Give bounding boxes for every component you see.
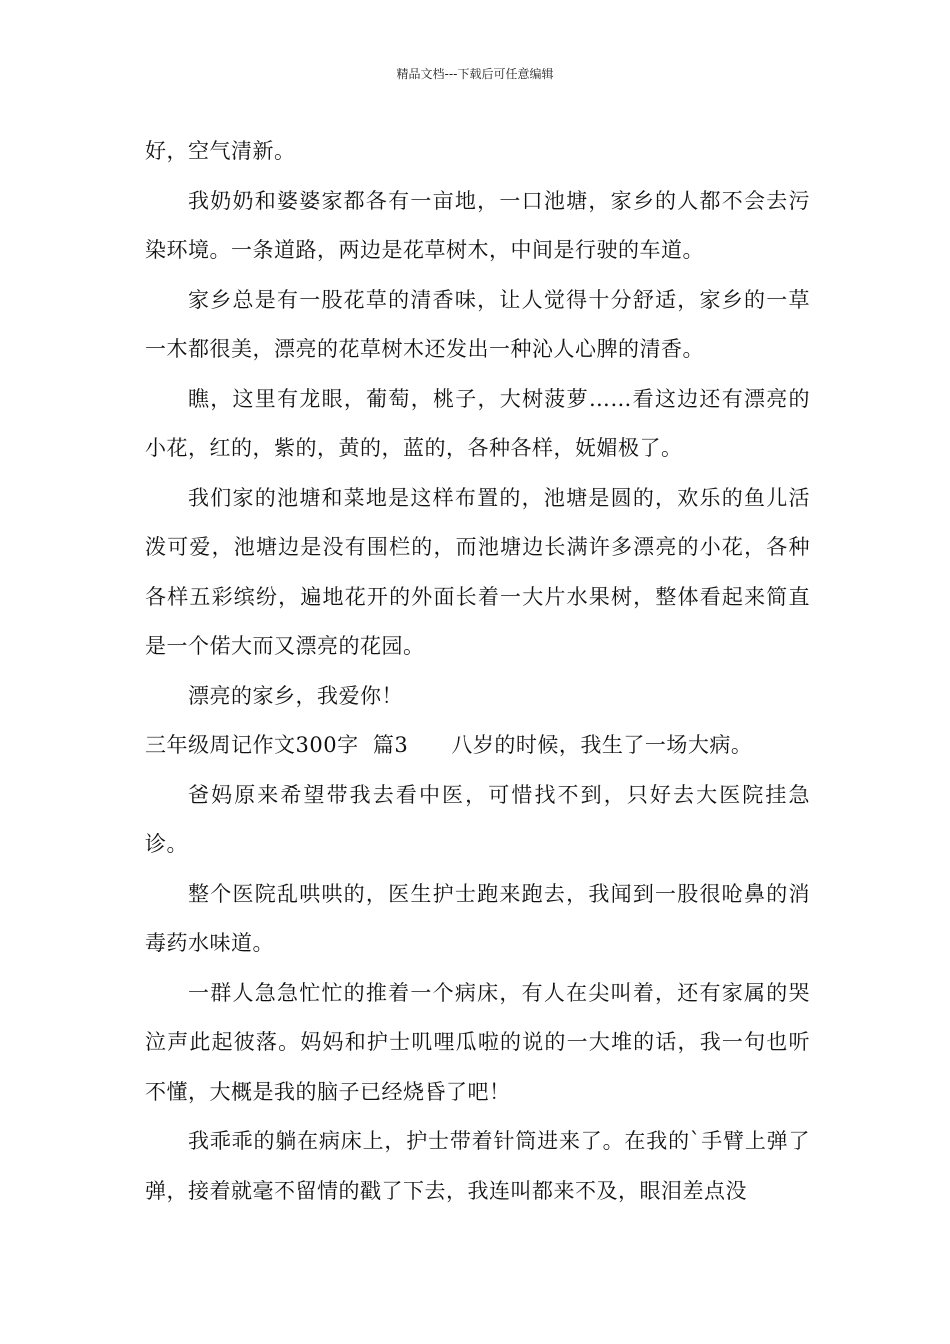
paragraph-5: 我们家的池塘和菜地是这样布置的，池塘是圆的，欢乐的鱼儿活泼可爱，池塘边是没有围栏的，而池塘边长满许多漂亮的小花，各种各样五彩缤纷，遍地花开的外面长着一大片水果树，整体看起来简直是一个偌大而又漂亮的花园。 <box>145 485 810 658</box>
paragraph-4: 瞧，这里有龙眼，葡萄，桃子，大树菠萝……看这边还有漂亮的小花，红的，紫的，黄的，蓝的，各种各样，妩媚极了。 <box>145 386 810 460</box>
paragraph-8: 爸妈原来希望带我去看中医，可惜找不到，只好去大医院挂急诊。 <box>145 782 810 856</box>
paragraph-11: 我乖乖的躺在病床上，护士带着针筒进来了。在我的`手臂上弹了弹，接着就毫不留情的戳了下去，我连叫都来不及，眼泪差点没 <box>145 1129 810 1203</box>
page-header: 精品文档---下载后可任意编辑 <box>396 67 554 81</box>
paragraph-3: 家乡总是有一股花草的清香味，让人觉得十分舒适，家乡的一草一木都很美，漂亮的花草树木还发出一种沁人心脾的清香。 <box>145 287 810 361</box>
paragraph-1: 好，空气清新。 <box>145 139 296 163</box>
paragraph-2: 我奶奶和婆婆家都各有一亩地，一口池塘，家乡的人都不会去污染环境。一条道路，两边是花草树木，中间是行驶的车道。 <box>145 188 810 262</box>
paragraph-10: 一群人急急忙忙的推着一个病床，有人在尖叫着，还有家属的哭泣声此起彼落。妈妈和护士叽哩瓜啦的说的一大堆的话，我一句也听不懂，大概是我的脑子已经烧昏了吧！ <box>145 980 810 1104</box>
section-heading-line: 三年级周记作文300字 篇3 八岁的时候，我生了一场大病。 <box>145 733 753 757</box>
document-body <box>145 127 810 1216</box>
paragraph-6: 漂亮的家乡，我爱你！ <box>188 683 403 708</box>
paragraph-9: 整个医院乱哄哄的，医生护士跑来跑去，我闻到一股很呛鼻的消毒药水味道。 <box>145 881 810 955</box>
